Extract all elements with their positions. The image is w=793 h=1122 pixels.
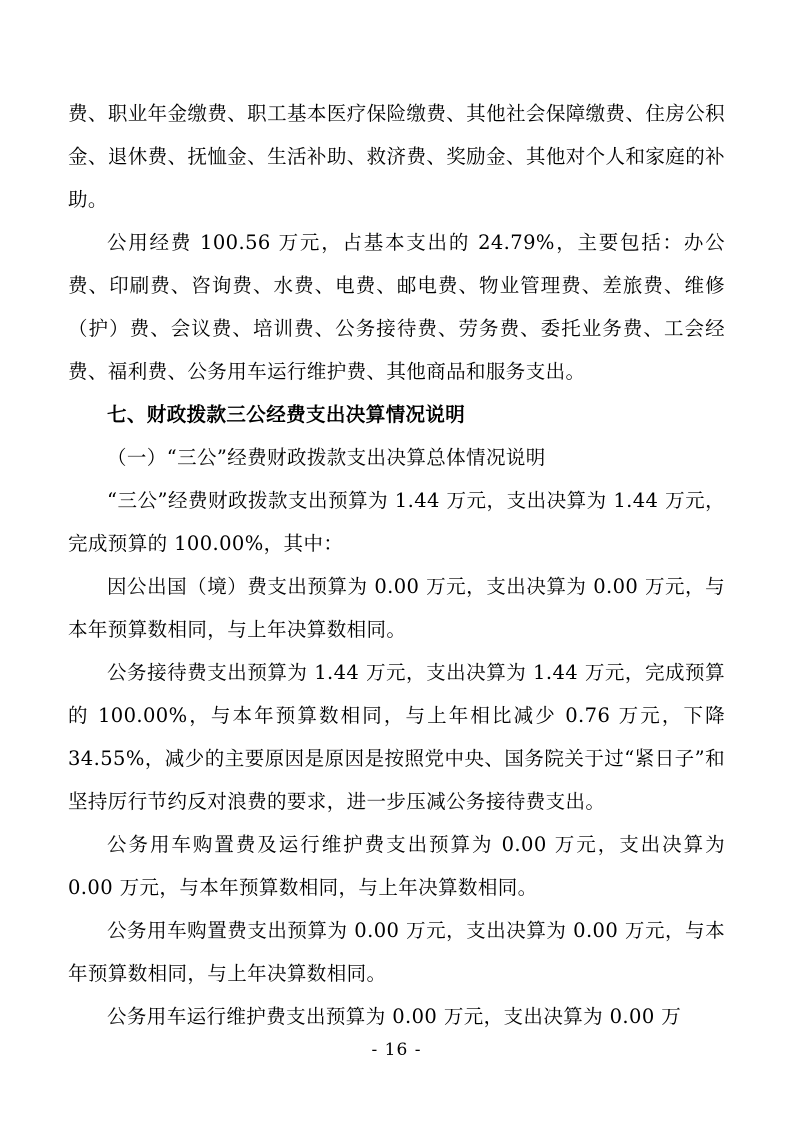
paragraph-overseas-travel: 因公出国（境）费支出预算为 0.00 万元，支出决算为 0.00 万元，与本年预算数相同，与上年决算数相同。	[68, 575, 725, 641]
paragraph-three-public-total: “三公”经费财政拨款支出预算为 1.44 万元，支出决算为 1.44 万元，完成预算的 100.00%，其中：	[68, 489, 725, 555]
section-heading-seven: 七、财政拨款三公经费支出决算情况说明	[107, 403, 466, 426]
paragraph-vehicle-purchase-and-maintenance: 公务用车购置费及运行维护费支出预算为 0.00 万元，支出决算为 0.00 万元，与本年预算数相同，与上年决算数相同。	[68, 833, 725, 899]
paragraph-continuation: 费、职业年金缴费、职工基本医疗保险缴费、其他社会保障缴费、住房公积金、退休费、抚恤金、生活补助、救济费、奖励金、其他对个人和家庭的补助。	[68, 102, 725, 211]
document-body	[68, 92, 725, 1038]
paragraph-official-reception: 公务接待费支出预算为 1.44 万元，支出决算为 1.44 万元，完成预算的 100.00%，与本年预算数相同，与上年相比减少 0.76 万元，下降 34.55%，减少的主要原因是原因是按照党中央、国务院关于过“紧日子”和坚持厉行节约反对浪费的要求，进一步压减公务接待费支出。	[68, 661, 725, 813]
page-number: - 16 -	[371, 1040, 422, 1060]
paragraph-vehicle-maintenance: 公务用车运行维护费支出预算为 0.00 万元，支出决算为 0.00 万	[107, 1005, 682, 1028]
paragraph-public-funds: 公用经费 100.56 万元，占基本支出的 24.79%，主要包括：办公费、印刷费、咨询费、水费、电费、邮电费、物业管理费、差旅费、维修（护）费、会议费、培训费、公务接待费、劳务费、委托业务费、工会经费、福利费、公务用车运行维护费、其他商品和服务支出。	[68, 231, 725, 383]
paragraph-subsection-one: （一）“三公”经费财政拨款支出决算总体情况说明	[107, 446, 546, 469]
paragraph-vehicle-purchase: 公务用车购置费支出预算为 0.00 万元，支出决算为 0.00 万元，与本年预算数相同，与上年决算数相同。	[68, 919, 725, 985]
